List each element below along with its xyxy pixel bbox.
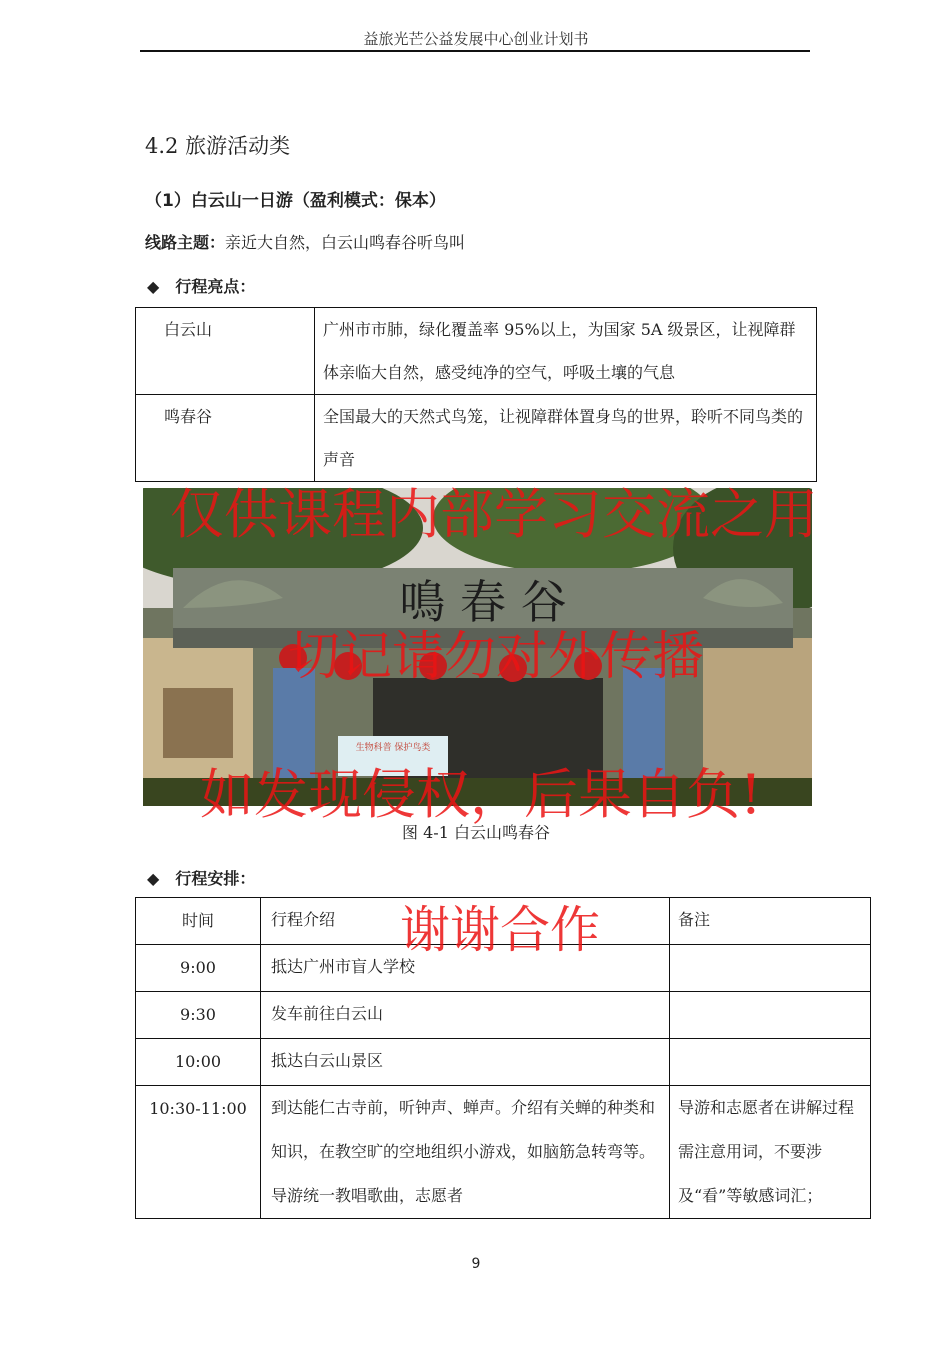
watermark-line-2: 切记请勿对外传播 <box>288 627 705 687</box>
schedule-intro: 发车前往白云山 <box>261 992 670 1039</box>
schedule-intro: 到达能仁古寺前，听钟声、蝉声。介绍有关蝉的种类和知识，在教空旷的空地组织小游戏，如脑筋急转弯等。导游统一教唱歌曲，志愿者 <box>261 1086 670 1219</box>
header-title: 益旅光芒公益发展中心创业计划书 <box>363 30 589 48</box>
route-theme-label: 线路主题： <box>145 233 226 252</box>
schedule-note <box>670 1039 871 1086</box>
info-board-text: 生物科普 保护鸟类 <box>355 743 431 753</box>
table-row <box>136 1039 871 1086</box>
watermark-line-1: 仅供课程内部学习交流之用 <box>170 483 818 546</box>
schedule-time: 10:30-11:00 <box>136 1086 261 1219</box>
section-title: 4.2 旅游活动类 <box>145 134 291 158</box>
figure-caption: 图 4-1 白云山鸣春谷 <box>402 823 550 842</box>
highlight-name: 白云山 <box>136 308 315 395</box>
header-rule <box>140 50 810 52</box>
highlights-table <box>135 307 817 482</box>
schedule-time: 10:00 <box>136 1039 261 1086</box>
schedule-intro: 抵达白云山景区 <box>261 1039 670 1086</box>
highlights-heading <box>147 274 255 297</box>
bullet-diamond-icon: ◆ <box>147 869 160 888</box>
column-header-intro: 行程介绍 <box>261 898 670 945</box>
highlight-desc: 全国最大的天然式鸟笼，让视障群体置身鸟的世界，聆听不同鸟类的声音 <box>315 395 817 482</box>
route-theme-text: 亲近大自然，白云山鸣春谷听鸟叫 <box>225 233 466 252</box>
table-row <box>136 395 817 482</box>
column-header-time: 时间 <box>136 898 261 945</box>
watermark-line-3: 如发现侵权，后果自负! <box>200 763 762 826</box>
table-row <box>136 992 871 1039</box>
highlight-name: 鸣春谷 <box>136 395 315 482</box>
route-subtitle: （1）白云山一日游（盈利模式：保本） <box>145 191 446 211</box>
table-row <box>136 308 817 395</box>
schedule-note <box>670 945 871 992</box>
schedule-time: 9:30 <box>136 992 261 1039</box>
schedule-heading-label: 行程安排： <box>175 869 256 888</box>
schedule-intro: 抵达广州市盲人学校 <box>261 945 670 992</box>
bullet-diamond-icon: ◆ <box>147 277 160 296</box>
watermark-line-4: 谢谢合作 <box>400 901 600 959</box>
table-row <box>136 1086 871 1219</box>
schedule-time: 9:00 <box>136 945 261 992</box>
column-header-note: 备注 <box>670 898 871 945</box>
schedule-note <box>670 992 871 1039</box>
schedule-heading <box>147 866 255 889</box>
highlight-desc: 广州市市肺，绿化覆盖率 95%以上，为国家 5A 级景区，让视障群体亲临大自然，感受纯净的空气，呼吸土壤的气息 <box>315 308 817 395</box>
highlights-heading-label: 行程亮点： <box>175 277 256 296</box>
page-number: 9 <box>471 1256 481 1272</box>
route-theme <box>145 230 465 253</box>
gate-sign-text: 鳴 春 谷 <box>399 575 567 629</box>
schedule-note: 导游和志愿者在讲解过程需注意用词，不要涉及“看”等敏感词汇； <box>670 1086 871 1219</box>
